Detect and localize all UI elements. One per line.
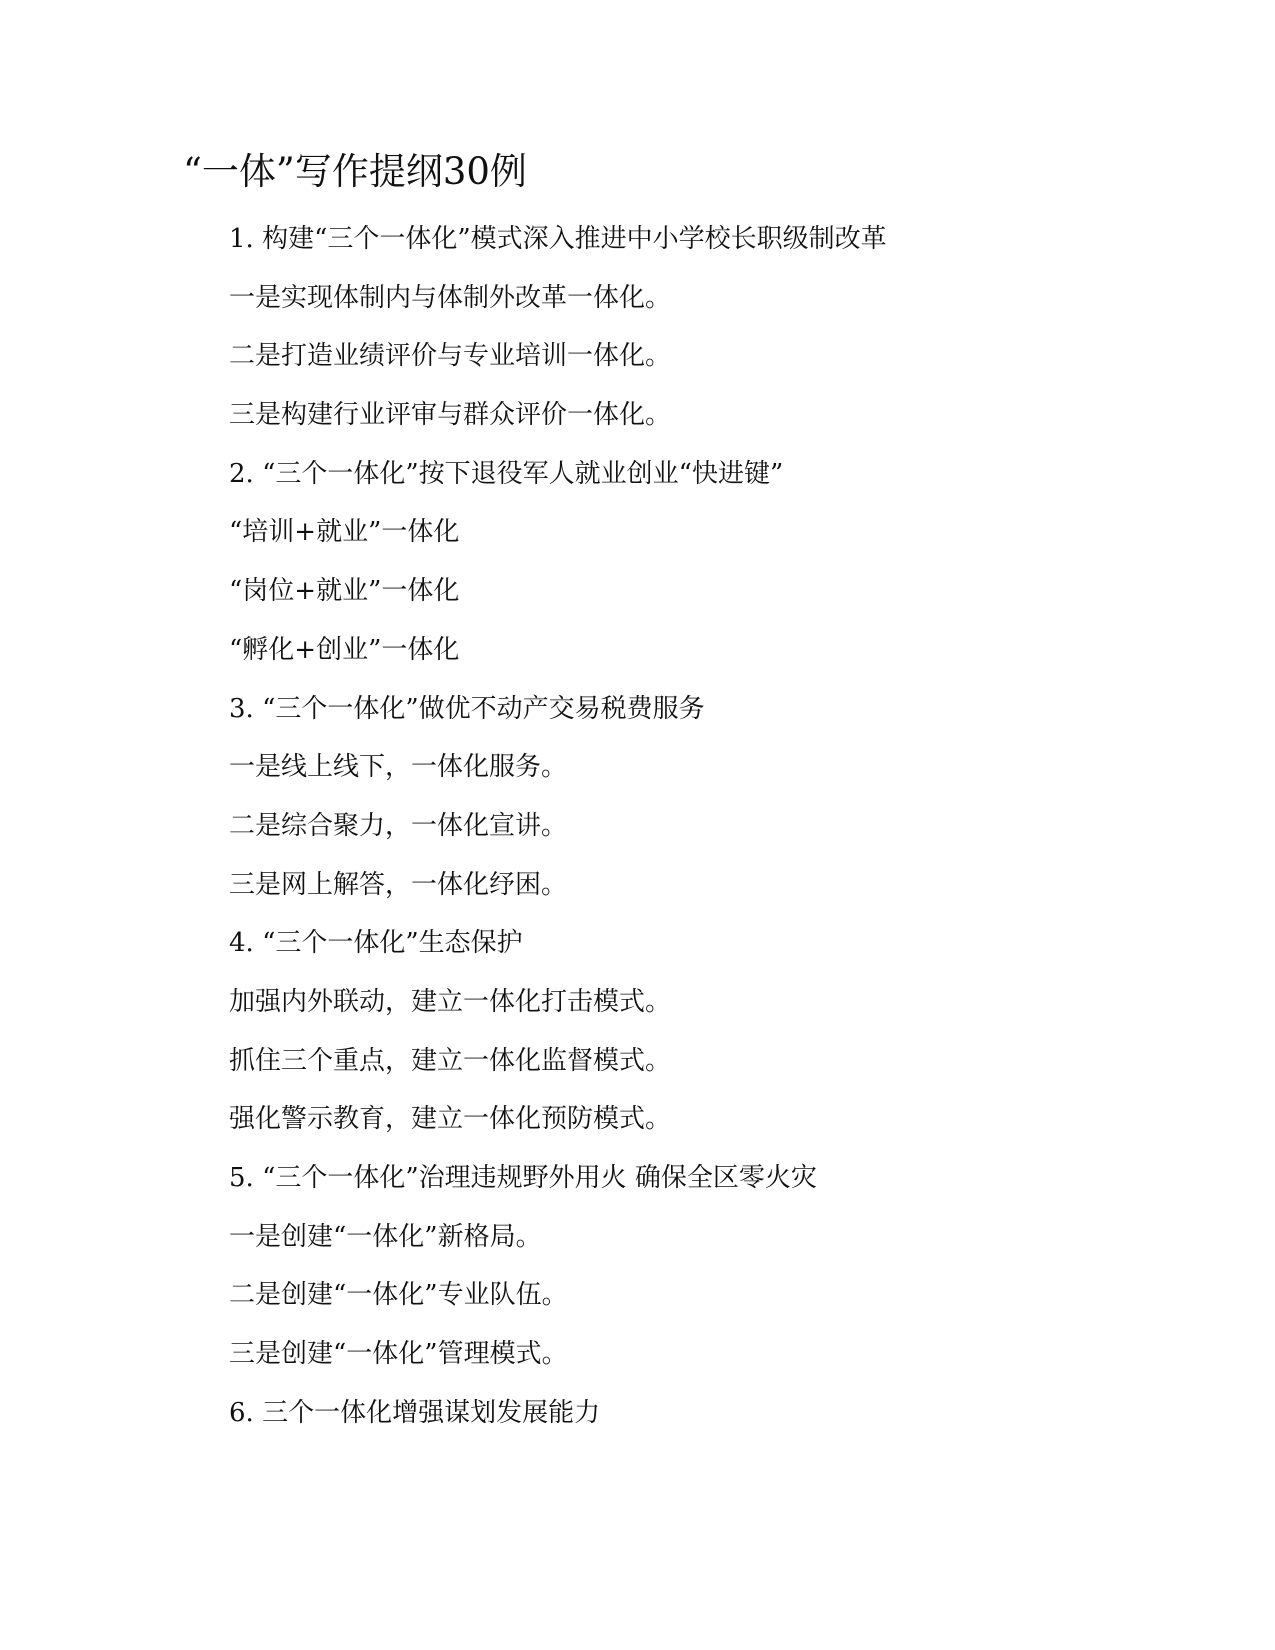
heading-item-5: 5. “三个一体化”治理违规野外用火 确保全区零火灾 (229, 1163, 817, 1193)
outline-line: “培训+就业”一体化 (229, 517, 460, 548)
outline-line: 一是实现体制内与体制外改革一体化。 (229, 282, 672, 313)
heading-item-2: 2. “三个一体化”按下退役军人就业创业“快进键” (229, 458, 784, 489)
outline-line: “岗位+就业”一体化 (229, 576, 460, 607)
document-body (229, 221, 1229, 1453)
outline-line: 二是创建“一体化”专业队伍。 (229, 1280, 568, 1311)
document-title: “一体”写作提纲30例 (183, 150, 527, 193)
heading-item-4: 4. “三个一体化”生态保护 (229, 928, 523, 959)
outline-line: 三是网上解答，一体化纾困。 (229, 869, 568, 900)
heading-item-3: 3. “三个一体化”做优不动产交易税费服务 (229, 693, 705, 724)
outline-line: 三是构建行业评审与群众评价一体化。 (229, 400, 672, 431)
heading-item-1: 1. 构建“三个一体化”模式深入推进中小学校长职级制改革 (229, 224, 887, 254)
outline-line: 二是打造业绩评价与专业培训一体化。 (229, 341, 672, 372)
outline-line: 二是综合聚力，一体化宣讲。 (229, 810, 568, 841)
outline-line: 加强内外联动，建立一体化打击模式。 (229, 986, 672, 1017)
outline-line: “孵化+创业”一体化 (229, 634, 460, 665)
heading-item-6: 6. 三个一体化增强谋划发展能力 (229, 1397, 601, 1428)
outline-line: 一是线上线下，一体化服务。 (229, 752, 568, 783)
outline-line: 一是创建“一体化”新格局。 (229, 1221, 542, 1252)
outline-line: 强化警示教育，建立一体化预防模式。 (229, 1104, 672, 1135)
outline-line: 三是创建“一体化”管理模式。 (229, 1339, 568, 1370)
outline-line: 抓住三个重点，建立一体化监督模式。 (229, 1045, 672, 1076)
